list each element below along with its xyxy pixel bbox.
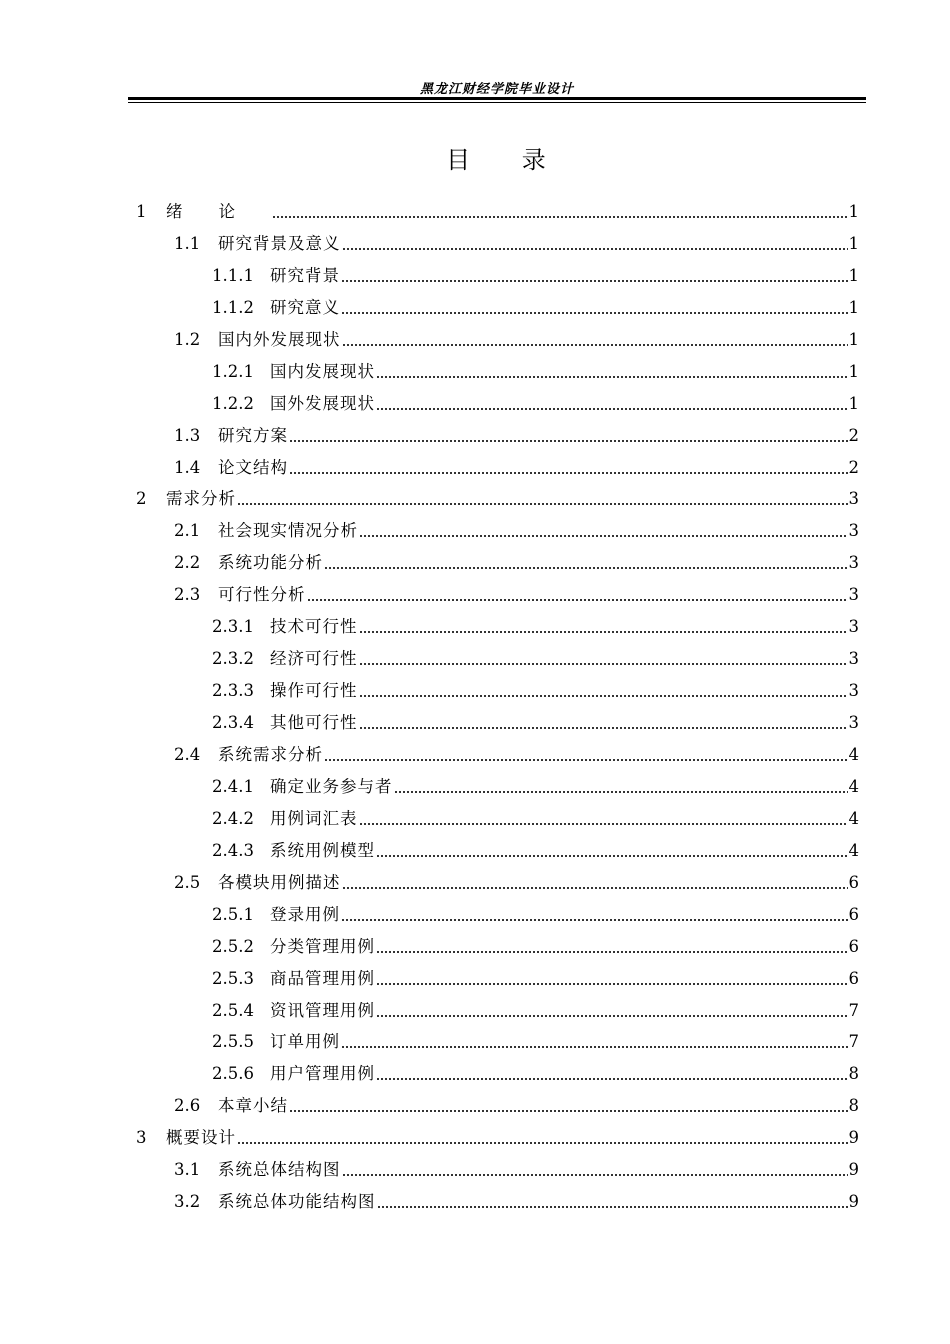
toc-entry-page: 1 bbox=[848, 393, 859, 413]
toc-entry-page: 3 bbox=[848, 649, 859, 669]
toc-entry[interactable] bbox=[212, 1026, 859, 1058]
toc-entry-label: 研究意义 bbox=[270, 297, 340, 317]
toc-dot-leader bbox=[342, 342, 848, 348]
toc-entry-page: 1 bbox=[848, 361, 859, 381]
toc-entry-number: 2.1 bbox=[174, 521, 201, 541]
toc-dot-leader bbox=[237, 1140, 848, 1146]
toc-entry[interactable] bbox=[174, 228, 859, 260]
toc-entry[interactable] bbox=[212, 388, 859, 420]
toc-entry[interactable] bbox=[174, 1186, 859, 1218]
toc-entry-label: 技术可行性 bbox=[270, 617, 358, 637]
toc-entry-label: 订单用例 bbox=[270, 1032, 340, 1052]
toc-dot-leader bbox=[377, 1204, 848, 1210]
toc-entry[interactable] bbox=[212, 611, 859, 643]
toc-entry-page: 3 bbox=[848, 713, 859, 733]
toc-entry[interactable] bbox=[174, 324, 859, 356]
toc-entry-label: 系统总体功能结构图 bbox=[218, 1192, 376, 1212]
toc-entry-label: 系统用例模型 bbox=[270, 840, 375, 860]
toc-entry-page: 3 bbox=[848, 521, 859, 541]
toc-entry-number: 1.1.1 bbox=[212, 265, 254, 285]
toc-entry-number: 2.3.1 bbox=[212, 617, 254, 637]
toc-entry-label: 系统需求分析 bbox=[218, 744, 323, 764]
toc-entry-label: 资讯管理用例 bbox=[270, 1000, 375, 1020]
toc-entry[interactable] bbox=[212, 803, 859, 835]
toc-entry-page: 4 bbox=[848, 776, 859, 796]
toc-entry[interactable] bbox=[212, 899, 859, 931]
toc-entry-label: 确定业务参与者 bbox=[270, 776, 393, 796]
toc-entry-page: 1 bbox=[848, 265, 859, 285]
toc-entry[interactable] bbox=[212, 356, 859, 388]
toc-entry-page: 1 bbox=[848, 297, 859, 317]
toc-entry-page: 4 bbox=[848, 744, 859, 764]
toc-entry-label: 本章小结 bbox=[218, 1096, 288, 1116]
toc-entry-page: 1 bbox=[848, 329, 859, 349]
toc-title: 目 录 bbox=[446, 146, 548, 174]
toc-entry[interactable] bbox=[174, 867, 859, 899]
toc-entry-label: 系统功能分析 bbox=[218, 553, 323, 573]
toc-dot-leader bbox=[341, 917, 848, 923]
toc-dot-leader bbox=[324, 565, 848, 571]
toc-entry-label: 概要设计 bbox=[166, 1128, 236, 1148]
toc-entry-page: 4 bbox=[848, 840, 859, 860]
toc-entry[interactable] bbox=[212, 771, 859, 803]
header-institution: 黑龙江财经学院毕业设计 bbox=[419, 82, 574, 97]
toc-dot-leader bbox=[376, 1013, 848, 1019]
toc-dot-leader bbox=[342, 1172, 848, 1178]
toc-dot-leader bbox=[342, 246, 848, 252]
toc-entry-page: 4 bbox=[848, 808, 859, 828]
toc-entry-label: 各模块用例描述 bbox=[218, 872, 341, 892]
toc-entry-number: 2.4.3 bbox=[212, 840, 254, 860]
toc-entry-number: 2.5.3 bbox=[212, 968, 254, 988]
toc-dot-leader bbox=[376, 1076, 848, 1082]
toc-entry-number: 2.5.2 bbox=[212, 936, 254, 956]
toc-entry-number: 3.2 bbox=[174, 1192, 201, 1212]
toc-entry-number: 2.6 bbox=[174, 1096, 201, 1116]
toc-entry-page: 3 bbox=[848, 489, 859, 509]
toc-entry-number: 2.5.4 bbox=[212, 1000, 254, 1020]
toc-entry-label: 国内外发展现状 bbox=[218, 329, 341, 349]
toc-dot-leader bbox=[342, 885, 848, 891]
toc-entry-label: 绪论 bbox=[166, 202, 271, 221]
toc-dot-leader bbox=[376, 949, 848, 955]
toc-entry-number: 2.4.1 bbox=[212, 776, 254, 796]
toc-entry-page: 3 bbox=[848, 681, 859, 701]
toc-dot-leader bbox=[341, 310, 848, 316]
toc-dot-leader bbox=[341, 1044, 848, 1050]
toc-dot-leader bbox=[359, 533, 848, 539]
toc-dot-leader bbox=[341, 278, 848, 284]
toc-entry-page: 9 bbox=[848, 1128, 859, 1148]
toc-entry-number: 2.4 bbox=[174, 744, 201, 764]
toc-entry-page: 1 bbox=[848, 233, 859, 253]
toc-entry[interactable] bbox=[174, 515, 859, 547]
toc-dot-leader bbox=[272, 214, 848, 220]
toc-dot-leader bbox=[359, 725, 848, 731]
toc-entry-label: 分类管理用例 bbox=[270, 936, 375, 956]
toc-entry[interactable] bbox=[212, 707, 859, 739]
toc-entry[interactable] bbox=[212, 931, 859, 963]
toc-entry-label: 其他可行性 bbox=[270, 713, 358, 733]
toc-entry[interactable] bbox=[212, 963, 859, 995]
toc-entry-number: 1.1 bbox=[174, 233, 201, 253]
toc-dot-leader bbox=[376, 853, 848, 859]
toc-entry-label: 系统总体结构图 bbox=[218, 1160, 341, 1180]
toc-dot-leader bbox=[376, 981, 848, 987]
toc-entry-number: 2.5.6 bbox=[212, 1064, 254, 1084]
toc-entry-number: 1.3 bbox=[174, 425, 201, 445]
toc-entry-number: 3 bbox=[136, 1128, 147, 1148]
toc-entry-label: 国外发展现状 bbox=[270, 393, 375, 413]
toc-entry-number: 1.2 bbox=[174, 329, 201, 349]
toc-entry-number: 2.4.2 bbox=[212, 808, 254, 828]
toc-entry[interactable] bbox=[174, 1154, 859, 1186]
toc-entry-page: 6 bbox=[848, 936, 859, 956]
toc-dot-leader bbox=[359, 629, 848, 635]
toc-entry-page: 3 bbox=[848, 585, 859, 605]
toc-entry-page: 2 bbox=[848, 457, 859, 477]
toc-dot-leader bbox=[359, 693, 848, 699]
toc-entry[interactable] bbox=[212, 1058, 859, 1090]
toc-entry[interactable] bbox=[212, 675, 859, 707]
toc-entry-label: 研究方案 bbox=[218, 425, 288, 445]
toc-entry-number: 1 bbox=[136, 202, 147, 221]
toc-entry-label: 登录用例 bbox=[270, 904, 340, 924]
toc-entry-number: 2.3 bbox=[174, 585, 201, 605]
toc-entry-number: 2.3.3 bbox=[212, 681, 254, 701]
toc-dot-leader bbox=[289, 438, 848, 444]
toc-entry-label: 论文结构 bbox=[218, 457, 288, 477]
toc-entry-page: 2 bbox=[848, 425, 859, 445]
toc-dot-leader bbox=[394, 789, 848, 795]
toc-entry[interactable] bbox=[174, 420, 859, 452]
toc-dot-leader bbox=[324, 757, 848, 763]
toc-entry-page: 3 bbox=[848, 553, 859, 573]
toc-entry[interactable] bbox=[212, 835, 859, 867]
toc-entry-number: 2.3.2 bbox=[212, 649, 254, 669]
toc-entry-number: 2.5.5 bbox=[212, 1032, 254, 1052]
toc-entry-number: 2 bbox=[136, 489, 147, 509]
toc-entry[interactable] bbox=[174, 579, 859, 611]
toc-entry-label: 操作可行性 bbox=[270, 681, 358, 701]
toc-dot-leader bbox=[359, 661, 848, 667]
toc-entry-number: 2.5.1 bbox=[212, 904, 254, 924]
toc-entry-label: 可行性分析 bbox=[218, 585, 306, 605]
toc-entry-label: 研究背景及意义 bbox=[218, 233, 341, 253]
toc-entry-page: 7 bbox=[848, 1000, 859, 1020]
toc-entry-number: 3.1 bbox=[174, 1160, 201, 1180]
toc-entry[interactable] bbox=[212, 260, 859, 292]
toc-entry[interactable] bbox=[174, 739, 859, 771]
toc-entry[interactable] bbox=[136, 1122, 859, 1154]
toc-entry[interactable] bbox=[136, 483, 859, 515]
toc-entry-number: 2.2 bbox=[174, 553, 201, 573]
header-rule-thick bbox=[128, 97, 866, 100]
toc-entry-page: 3 bbox=[848, 617, 859, 637]
toc-dot-leader bbox=[237, 501, 848, 507]
toc-entry-label: 用户管理用例 bbox=[270, 1064, 375, 1084]
header-rule-thin bbox=[128, 102, 866, 103]
toc-entry-page: 6 bbox=[848, 904, 859, 924]
toc-dot-leader bbox=[376, 374, 848, 380]
toc-entry-number: 1.1.2 bbox=[212, 297, 254, 317]
toc-entry-label: 国内发展现状 bbox=[270, 361, 375, 381]
toc-entry-label: 商品管理用例 bbox=[270, 968, 375, 988]
toc-entry-label: 社会现实情况分析 bbox=[218, 521, 358, 541]
toc-entry-number: 2.5 bbox=[174, 872, 201, 892]
toc-entry-label: 经济可行性 bbox=[270, 649, 358, 669]
toc-entry-page: 6 bbox=[848, 968, 859, 988]
toc-entry-label: 用例词汇表 bbox=[270, 808, 358, 828]
toc-entry-number: 1.4 bbox=[174, 457, 201, 477]
toc-dot-leader bbox=[307, 597, 848, 603]
toc-entry[interactable] bbox=[212, 995, 859, 1027]
toc-dot-leader bbox=[289, 470, 848, 476]
toc-entry-page: 9 bbox=[848, 1192, 859, 1212]
toc-entry-page: 1 bbox=[848, 202, 859, 221]
toc-dot-leader bbox=[289, 1108, 848, 1114]
toc-entry-page: 7 bbox=[848, 1032, 859, 1052]
toc-entry[interactable] bbox=[174, 547, 859, 579]
toc-entry-page: 9 bbox=[848, 1160, 859, 1180]
toc-entry[interactable] bbox=[136, 196, 859, 228]
toc-entry-number: 1.2.1 bbox=[212, 361, 254, 381]
toc-dot-leader bbox=[376, 406, 848, 412]
toc-dot-leader bbox=[359, 821, 848, 827]
toc-entry-page: 8 bbox=[848, 1096, 859, 1116]
toc-entry-page: 8 bbox=[848, 1064, 859, 1084]
toc-entry[interactable] bbox=[212, 292, 859, 324]
toc-entry-number: 1.2.2 bbox=[212, 393, 254, 413]
toc-entry-label: 研究背景 bbox=[270, 265, 340, 285]
toc-entry-label: 需求分析 bbox=[166, 489, 236, 509]
toc-entry[interactable] bbox=[174, 452, 859, 484]
toc-entry-number: 2.3.4 bbox=[212, 713, 254, 733]
toc-entry[interactable] bbox=[174, 1090, 859, 1122]
toc-entry[interactable] bbox=[212, 643, 859, 675]
toc-entry-page: 6 bbox=[848, 872, 859, 892]
